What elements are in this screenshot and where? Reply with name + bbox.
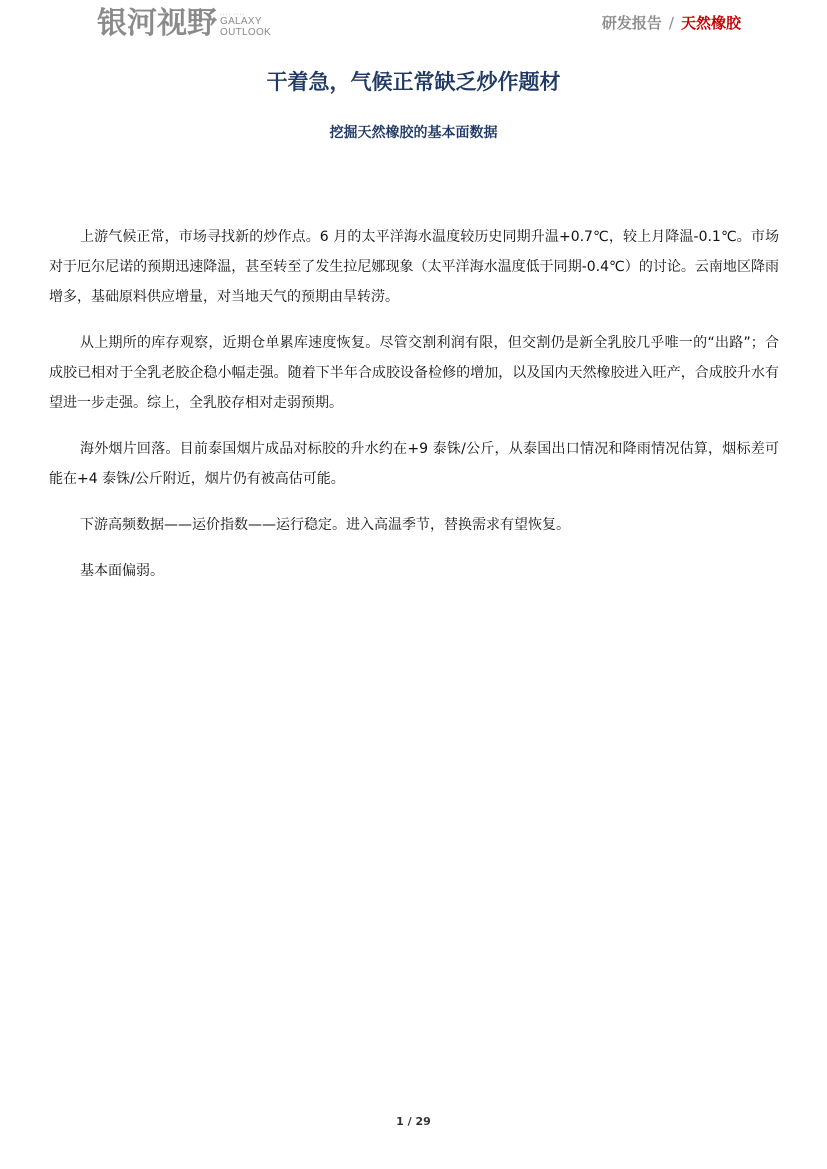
galaxy-outlook-logo <box>97 6 271 42</box>
paragraph-upstream-climate: 上游气候正常，市场寻找新的炒作点。6 月的太平洋海水温度较历史同期升温+0.7℃，较上月降温-0.1℃。市场对于厄尔尼诺的预期迅速降温，甚至转至了发生拉尼娜现象（太平洋海水温度低于同期-0.4℃）的讨论。云南地区降雨增多，基础原料供应增量，对当地天气的预期由旱转涝。 <box>49 229 779 305</box>
paragraph-overseas-rss: 海外烟片回落。目前泰国烟片成品对标胶的升水约在+9 泰铢/公斤，从泰国出口情况和降雨情况估算，烟标差可能在+4 泰铢/公斤附近，烟片仍有被高估可能。 <box>49 441 779 487</box>
logo-english-block <box>220 12 271 38</box>
report-body <box>49 222 779 602</box>
logo-chinese-text: 银河视野 <box>97 6 217 41</box>
report-type-label: 研发报告 <box>601 14 662 32</box>
logo-english-line-2: OUTLOOK <box>220 27 271 38</box>
topic-label: 天然橡胶 <box>680 14 741 32</box>
header-breadcrumb <box>602 13 741 33</box>
logo-english-line-1: GALAXY <box>220 16 262 27</box>
logo-dots: •••• •••• <box>220 12 246 16</box>
page-number: 1 / 29 <box>396 1115 431 1128</box>
paragraph-inventory: 从上期所的库存观察，近期仓单累库速度恢复。尽管交割利润有限，但交割仍是新全乳胶几乎唯一的“出路”；合成胶已相对于全乳老胶企稳小幅走强。随着下半年合成胶设备检修的增加，以及国内天然橡胶进入旺产，合成胶升水有望进一步走强。综上，全乳胶存相对走弱预期。 <box>49 335 779 411</box>
paragraph-downstream: 下游高频数据——运价指数——运行稳定。进入高温季节，替换需求有望恢复。 <box>80 517 570 533</box>
paragraph-conclusion: 基本面偏弱。 <box>80 563 164 579</box>
breadcrumb-separator: / <box>668 14 674 32</box>
page-subtitle: 挖掘天然橡胶的基本面数据 <box>329 125 498 141</box>
page-title: 干着急，气候正常缺乏炒作题材 <box>266 70 561 94</box>
